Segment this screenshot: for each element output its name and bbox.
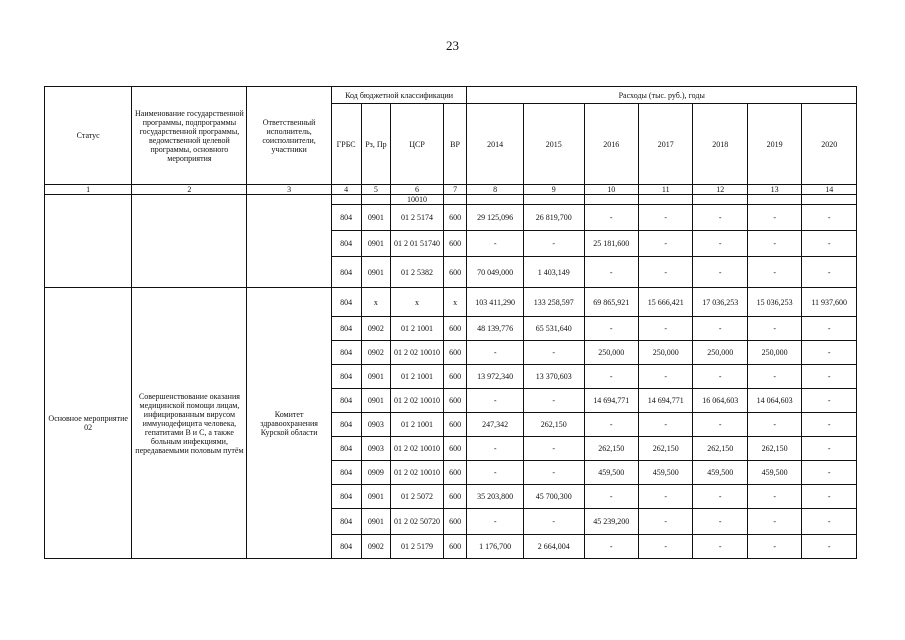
year-cell: 14 694,771 [639, 389, 693, 413]
rzpr-cell: 0902 [361, 535, 391, 559]
year-cell: 133 258,597 [523, 288, 584, 317]
year-cell: 1 176,700 [467, 535, 524, 559]
year-cell: 25 181,600 [584, 231, 638, 257]
year-cell: 29 125,096 [467, 205, 524, 231]
csr-cell: 01 2 5072 [391, 485, 443, 509]
column-number: 3 [247, 185, 331, 195]
csr-cell: 01 2 02 10010 [391, 389, 443, 413]
header-name: Наименование государственной программы, подпрограммы государственной программы, ведомственной целевой программы, основного мероприятия [132, 87, 247, 185]
csr-cell: 01 2 1001 [391, 317, 443, 341]
year-cell: 16 064,603 [693, 389, 747, 413]
year-cell: 13 972,340 [467, 365, 524, 389]
year-cell: 14 694,771 [584, 389, 638, 413]
header-year: 2017 [639, 104, 693, 185]
year-cell: - [802, 317, 857, 341]
year-cell: - [693, 413, 747, 437]
column-number: 8 [467, 185, 524, 195]
grbs-cell: 804 [331, 413, 361, 437]
grbs-cell: 804 [331, 288, 361, 317]
year-cell: - [523, 437, 584, 461]
year-cell: 103 411,290 [467, 288, 524, 317]
year-cell [747, 195, 801, 205]
year-cell: 70 049,000 [467, 257, 524, 288]
vr-cell: 600 [443, 413, 467, 437]
year-cell: - [584, 535, 638, 559]
year-cell: 250,000 [747, 341, 801, 365]
header-csr: ЦСР [391, 104, 443, 185]
year-cell: - [584, 485, 638, 509]
prev-name-cell [132, 195, 247, 288]
csr-cell: 01 2 02 10010 [391, 461, 443, 485]
grbs-cell: 804 [331, 317, 361, 341]
csr-cell: 01 2 5174 [391, 205, 443, 231]
year-cell: 45 239,200 [584, 509, 638, 535]
column-number: 4 [331, 185, 361, 195]
vr-cell: 600 [443, 389, 467, 413]
year-cell: - [747, 231, 801, 257]
grbs-cell: 804 [331, 389, 361, 413]
year-cell: - [802, 413, 857, 437]
year-cell: - [802, 389, 857, 413]
measure-name: Совершенствование оказания медицинской помощи лицам, инфицированным вирусом иммунодефицита человека, гепатитами В и С, а также больным инфекциями, передаваемыми половым путём [132, 288, 247, 559]
rzpr-cell: 0901 [361, 231, 391, 257]
year-cell: - [802, 535, 857, 559]
column-number: 9 [523, 185, 584, 195]
year-cell [584, 195, 638, 205]
vr-cell: 600 [443, 231, 467, 257]
column-number: 6 [391, 185, 443, 195]
year-cell: - [467, 509, 524, 535]
year-cell: - [639, 257, 693, 288]
year-cell: - [584, 257, 638, 288]
year-cell: - [747, 365, 801, 389]
rzpr-cell: 0902 [361, 317, 391, 341]
header-grbs: ГРБС [331, 104, 361, 185]
year-cell: - [747, 257, 801, 288]
csr-cell: 01 2 1001 [391, 413, 443, 437]
grbs-cell: 804 [331, 485, 361, 509]
year-cell: - [802, 365, 857, 389]
rzpr-cell: 0909 [361, 461, 391, 485]
header-vr: ВР [443, 104, 467, 185]
rzpr-cell: 0901 [361, 509, 391, 535]
vr-cell: 600 [443, 509, 467, 535]
year-cell: - [802, 461, 857, 485]
vr-cell: 600 [443, 341, 467, 365]
rzpr-cell: 0901 [361, 389, 391, 413]
measure-responsible: Комитет здравоохранения Курской области [247, 288, 331, 559]
year-cell [467, 195, 524, 205]
csr-cell: х [391, 288, 443, 317]
year-cell: 250,000 [693, 341, 747, 365]
year-cell: 26 819,700 [523, 205, 584, 231]
year-cell: - [584, 317, 638, 341]
column-number: 12 [693, 185, 747, 195]
year-cell: - [747, 509, 801, 535]
vr-cell: 600 [443, 365, 467, 389]
year-cell: 17 036,253 [693, 288, 747, 317]
year-cell: 262,150 [584, 437, 638, 461]
year-cell: - [802, 341, 857, 365]
year-cell: - [747, 485, 801, 509]
year-cell: - [747, 413, 801, 437]
year-cell: - [693, 535, 747, 559]
year-cell: 250,000 [584, 341, 638, 365]
year-cell: - [584, 205, 638, 231]
year-cell: 45 700,300 [523, 485, 584, 509]
year-cell: 13 370,603 [523, 365, 584, 389]
header-year: 2015 [523, 104, 584, 185]
year-cell: 15 036,253 [747, 288, 801, 317]
year-cell: - [523, 231, 584, 257]
column-number: 2 [132, 185, 247, 195]
grbs-cell: 804 [331, 535, 361, 559]
header-status: Статус [45, 87, 132, 185]
header-expenses: Расходы (тыс. руб.), годы [467, 87, 857, 104]
year-cell: - [467, 437, 524, 461]
column-number: 7 [443, 185, 467, 195]
year-cell: 459,500 [693, 461, 747, 485]
csr-cell: 01 2 01 51740 [391, 231, 443, 257]
year-cell: - [639, 413, 693, 437]
grbs-cell: 804 [331, 231, 361, 257]
rzpr-cell: 0901 [361, 205, 391, 231]
year-cell: 459,500 [639, 461, 693, 485]
csr-cell: 01 2 5382 [391, 257, 443, 288]
year-cell: - [523, 341, 584, 365]
header-year: 2018 [693, 104, 747, 185]
grbs-cell [331, 195, 361, 205]
year-cell: 65 531,640 [523, 317, 584, 341]
header-budget-code: Код бюджетной классификации [331, 87, 467, 104]
year-cell: - [693, 509, 747, 535]
year-cell: - [802, 437, 857, 461]
csr-cell: 01 2 02 10010 [391, 341, 443, 365]
year-cell: 247,342 [467, 413, 524, 437]
rzpr-cell: 0901 [361, 365, 391, 389]
year-cell: - [639, 509, 693, 535]
year-cell: - [747, 205, 801, 231]
year-cell: - [693, 257, 747, 288]
rzpr-cell [361, 195, 391, 205]
vr-cell: х [443, 288, 467, 317]
year-cell: 250,000 [639, 341, 693, 365]
csr-cell: 01 2 1001 [391, 365, 443, 389]
year-cell: - [639, 365, 693, 389]
year-cell [693, 195, 747, 205]
year-cell: 262,150 [693, 437, 747, 461]
year-cell [523, 195, 584, 205]
year-cell: - [747, 535, 801, 559]
prev-responsible-cell [247, 195, 331, 288]
year-cell: 14 064,603 [747, 389, 801, 413]
year-cell: 459,500 [584, 461, 638, 485]
year-cell: - [523, 389, 584, 413]
year-cell: - [467, 461, 524, 485]
grbs-cell: 804 [331, 461, 361, 485]
year-cell: - [693, 365, 747, 389]
budget-table [44, 86, 857, 559]
year-cell: - [747, 317, 801, 341]
vr-cell [443, 195, 467, 205]
year-cell: 11 937,600 [802, 288, 857, 317]
year-cell: - [584, 365, 638, 389]
header-year: 2014 [467, 104, 524, 185]
year-cell: 48 139,776 [467, 317, 524, 341]
year-cell: - [802, 257, 857, 288]
year-cell: - [693, 205, 747, 231]
column-number: 1 [45, 185, 132, 195]
vr-cell: 600 [443, 485, 467, 509]
rzpr-cell: 0901 [361, 257, 391, 288]
year-cell: - [693, 485, 747, 509]
header-row-top [45, 87, 857, 104]
column-number: 10 [584, 185, 638, 195]
vr-cell: 600 [443, 317, 467, 341]
grbs-cell: 804 [331, 205, 361, 231]
year-cell: - [639, 485, 693, 509]
year-cell: 15 666,421 [639, 288, 693, 317]
year-cell: - [639, 535, 693, 559]
vr-cell: 600 [443, 461, 467, 485]
year-cell [802, 195, 857, 205]
year-cell: - [639, 317, 693, 341]
year-cell: - [693, 231, 747, 257]
page-number: 23 [446, 38, 459, 53]
measure-status: Основное мероприятие 02 [45, 288, 132, 559]
year-cell: - [467, 341, 524, 365]
csr-cell: 01 2 02 50720 [391, 509, 443, 535]
header-year: 2020 [802, 104, 857, 185]
year-cell: - [802, 509, 857, 535]
column-number: 13 [747, 185, 801, 195]
vr-cell: 600 [443, 535, 467, 559]
year-cell: 2 664,004 [523, 535, 584, 559]
header-year: 2016 [584, 104, 638, 185]
year-cell: - [523, 461, 584, 485]
year-cell: - [802, 231, 857, 257]
grbs-cell: 804 [331, 365, 361, 389]
column-number: 11 [639, 185, 693, 195]
year-cell: - [639, 205, 693, 231]
column-number-row [45, 185, 857, 195]
year-cell [639, 195, 693, 205]
year-cell: 262,150 [523, 413, 584, 437]
column-number: 14 [802, 185, 857, 195]
header-rz-pr: Рз, Пр [361, 104, 391, 185]
rzpr-cell: 0903 [361, 413, 391, 437]
header-responsible: Ответственный исполнитель, соисполнители, участники [247, 87, 331, 185]
rzpr-cell: 0901 [361, 485, 391, 509]
rzpr-cell: х [361, 288, 391, 317]
year-cell: - [584, 413, 638, 437]
grbs-cell: 804 [331, 509, 361, 535]
year-cell: - [523, 509, 584, 535]
year-cell: - [802, 205, 857, 231]
rzpr-cell: 0903 [361, 437, 391, 461]
year-cell: - [639, 231, 693, 257]
year-cell: 69 865,921 [584, 288, 638, 317]
year-cell: - [693, 317, 747, 341]
year-cell: - [467, 231, 524, 257]
table-row [45, 195, 857, 205]
csr-cell: 01 2 02 10010 [391, 437, 443, 461]
grbs-cell: 804 [331, 341, 361, 365]
year-cell: 35 203,800 [467, 485, 524, 509]
year-cell: 262,150 [747, 437, 801, 461]
column-number: 5 [361, 185, 391, 195]
csr-cell: 01 2 5179 [391, 535, 443, 559]
csr-cell: 10010 [391, 195, 443, 205]
vr-cell: 600 [443, 257, 467, 288]
year-cell: 459,500 [747, 461, 801, 485]
vr-cell: 600 [443, 205, 467, 231]
grbs-cell: 804 [331, 257, 361, 288]
grbs-cell: 804 [331, 437, 361, 461]
vr-cell: 600 [443, 437, 467, 461]
year-cell: 262,150 [639, 437, 693, 461]
rzpr-cell: 0902 [361, 341, 391, 365]
total-row [45, 288, 857, 317]
year-cell: 1 403,149 [523, 257, 584, 288]
year-cell: - [802, 485, 857, 509]
prev-status-cell [45, 195, 132, 288]
header-year: 2019 [747, 104, 801, 185]
year-cell: - [467, 389, 524, 413]
